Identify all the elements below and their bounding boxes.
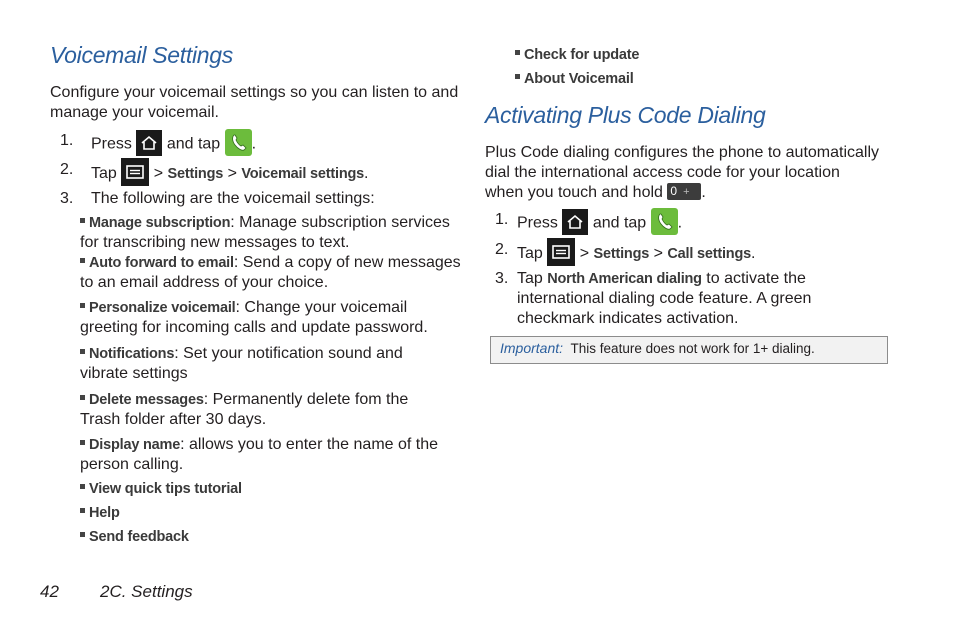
bullet-icon — [80, 258, 85, 263]
list-item: Manage subscription: Manage subscription services for transcribing new messages to text. — [80, 214, 450, 251]
home-key-icon — [136, 130, 162, 156]
list-item: View quick tips tutorial — [80, 479, 465, 499]
list-item: Delete messages: Permanently delete fom the Trash folder after 30 days. — [80, 391, 409, 428]
plus-code-intro: Plus Code dialing configures the phone to automatically dial the international access code for your location when you touch and hold 0 + . — [485, 144, 880, 201]
plus-code-heading: Activating Plus Code Dialing — [485, 102, 766, 128]
bullet-icon — [515, 74, 520, 79]
list-item: Send feedback — [80, 527, 465, 547]
list-item: Notifications: Set your notification sound and vibrate settings — [80, 345, 403, 382]
list-item: Display name: allows you to enter the name of the person calling. — [80, 436, 439, 473]
step-3: 3. The following are the voicemail settings: — [60, 190, 375, 207]
bullet-icon — [80, 532, 85, 537]
list-item: Personalize voicemail: Change your voicemail greeting for incoming calls and update password. — [80, 299, 428, 336]
zero-plus-key-icon: 0 + — [667, 183, 701, 200]
step-2: 2. Tap > Settings > Voicemail settings. — [60, 160, 460, 188]
bullet-icon — [80, 440, 85, 445]
important-text: This feature does not work for 1+ dialing. — [570, 341, 815, 356]
list-item: Auto forward to email: Send a copy of new messages to an email address of your choice. — [80, 254, 461, 291]
home-key-icon — [562, 209, 588, 235]
bullet-icon — [80, 508, 85, 513]
step-1: 1. Press and tap . — [495, 210, 895, 238]
step-2: 2. Tap > Settings > Call settings. — [495, 240, 895, 268]
menu-key-icon — [121, 158, 149, 186]
page-number: 42 — [40, 582, 59, 601]
important-note — [490, 336, 888, 364]
bullet-icon — [80, 484, 85, 489]
list-item: About Voicemail — [515, 69, 900, 89]
menu-key-icon — [547, 238, 575, 266]
step-3: 3. Tap North American dialing to activate the international dialing code feature. A green checkmark indicates activation. — [495, 270, 812, 327]
list-item: Help — [80, 503, 465, 523]
bullet-icon — [80, 349, 85, 354]
bullet-icon — [80, 395, 85, 400]
voicemail-settings-heading: Voicemail Settings — [50, 42, 233, 68]
bullet-icon — [80, 303, 85, 308]
list-item: Check for update — [515, 45, 900, 65]
phone-icon — [225, 129, 252, 156]
voicemail-intro: Configure your voicemail settings so you can listen to and manage your voicemail. — [50, 84, 459, 121]
bullet-icon — [515, 50, 520, 55]
important-label: Important: — [500, 340, 564, 356]
section-name: 2C. Settings — [100, 582, 193, 601]
phone-icon — [651, 208, 678, 235]
bullet-icon — [80, 218, 85, 223]
step-1: 1. Press and tap . — [60, 131, 460, 159]
